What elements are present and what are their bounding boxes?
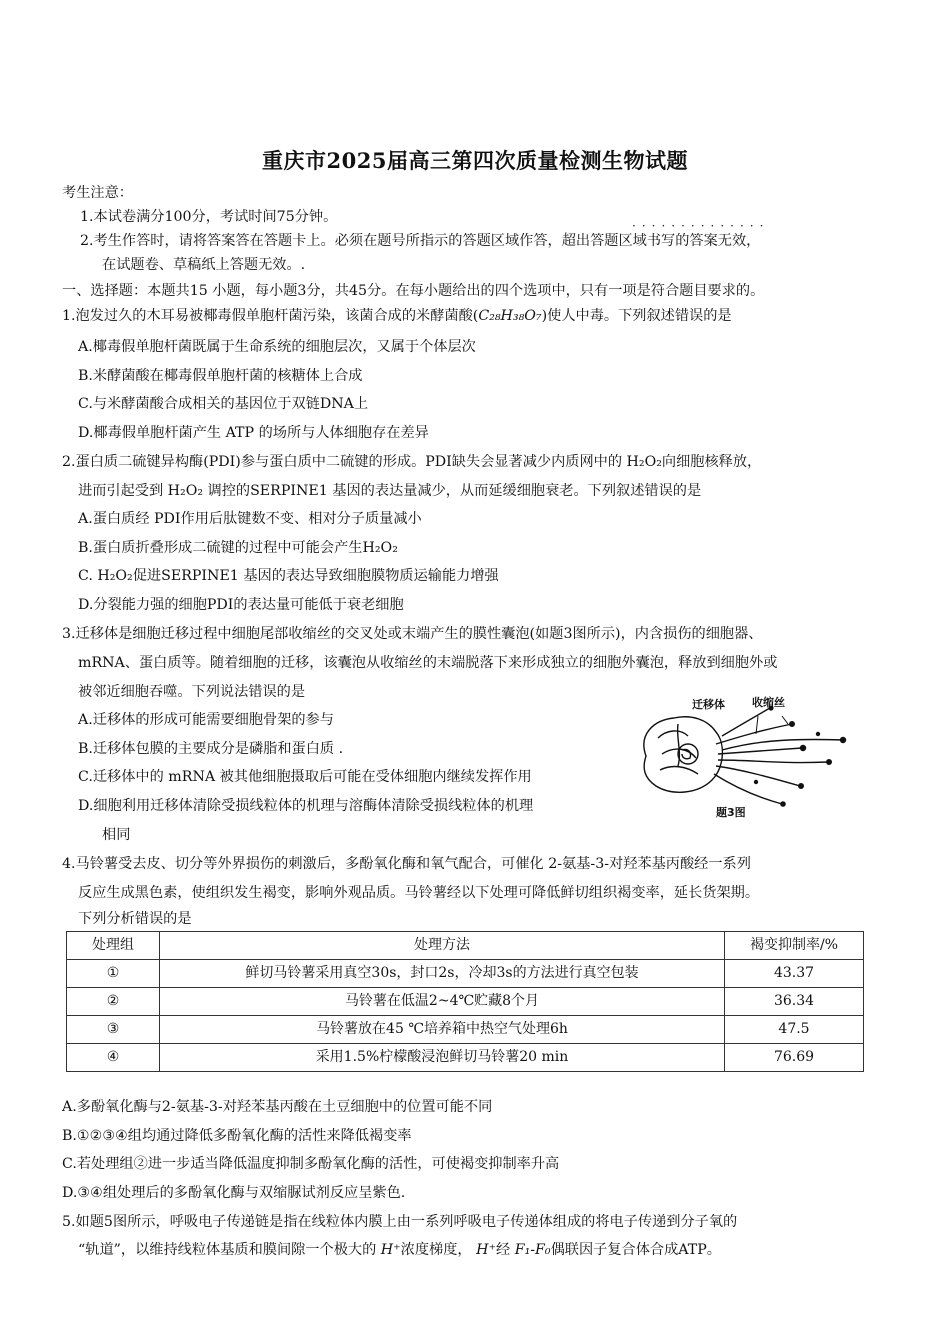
- section-heading: 一、选择题：本题共15 小题，每小题3分，共45分。在每小题给出的四个选项中，只有一项是符合题目要求的。: [62, 283, 765, 299]
- notice-item: 1.本试卷满分100分，考试时间75分钟。: [80, 209, 338, 225]
- question-3-stem: 被邻近细胞吞噬。下列说法错误的是: [78, 684, 306, 700]
- option: D.分裂能力强的细胞PDI的表达量可能低于衰老细胞: [78, 597, 404, 613]
- table-row: [67, 1044, 864, 1072]
- question-4-stem: 下列分析错误的是: [78, 911, 192, 927]
- question-4-stem: 4.马铃薯受去皮、切分等外界损伤的刺激后，多酚氧化酶和氧气配合，可催化 2-氨基-3-对羟苯基丙酸经一系列: [62, 856, 751, 872]
- option: A.迁移体的形成可能需要细胞骨架的参与: [78, 712, 334, 728]
- option: A.蛋白质经 PDI作用后肽键数不变、相对分子质量减小: [78, 511, 422, 527]
- option: C. H₂O₂促进SERPINE1 基因的表达导致细胞膜物质运输能力增强: [78, 568, 499, 584]
- table-cell: ②: [67, 988, 160, 1016]
- option: C.若处理组②进一步适当降低温度抑制多酚氧化酶的活性，可使褐变抑制率升高: [62, 1156, 560, 1172]
- question-2-stem: 2.蛋白质二硫键异构酶(PDI)参与蛋白质中二硫键的形成。PDI缺失会显著减少内质网中的 H₂O₂向细胞核释放，: [62, 454, 762, 470]
- table-cell: ①: [67, 960, 160, 988]
- table-header: 处理组: [67, 932, 160, 960]
- question-1-stem: 1.泡发过久的木耳易被椰毒假单胞杆菌污染，该菌合成的米酵菌酸(C₂₈H₃₈O₇)使人中毒。下列叙述错误的是: [62, 308, 732, 324]
- migrasome-figure: [632, 694, 864, 824]
- table-row: [67, 988, 864, 1016]
- figure-caption: 题3图: [716, 806, 746, 819]
- table-row: [67, 1016, 864, 1044]
- table-cell: 鲜切马铃薯采用真空30s，封口2s，冷却3s的方法进行真空包装: [160, 960, 725, 988]
- table-cell: ④: [67, 1044, 160, 1072]
- option: A.椰毒假单胞杆菌既属于生命系统的细胞层次，又属于个体层次: [78, 339, 476, 355]
- atp-synthase-symbol: F₁-F₀: [514, 1242, 551, 1258]
- question-3-stem: mRNA、蛋白质等。随着细胞的迁移，该囊泡从收缩丝的末端脱落下来形成独立的细胞外囊泡，释放到细胞外或: [78, 655, 778, 671]
- figure-label-retraction-fiber: 收缩丝: [752, 696, 785, 709]
- option: B.米酵菌酸在椰毒假单胞杆菌的核糖体上合成: [78, 368, 363, 384]
- question-4-stem: 反应生成黑色素，使组织发生褐变，影响外观品质。马铃薯经以下处理可降低鲜切组织褐变率，延长货架期。: [78, 885, 760, 901]
- treatment-table: [66, 931, 864, 1072]
- table-row: [67, 960, 864, 988]
- option: C.迁移体中的 mRNA 被其他细胞摄取后可能在受体细胞内继续发挥作用: [78, 769, 532, 785]
- table-cell: 43.37: [725, 960, 864, 988]
- table-cell: 47.5: [725, 1016, 864, 1044]
- question-3-stem: 3.迁移体是细胞迁移过程中细胞尾部收缩丝的交叉处或末端产生的膜性囊泡(如题3图所示)，内含损伤的细胞器、: [62, 626, 763, 642]
- question-5-stem: 5.如题5图所示，呼吸电子传递链是指在线粒体内膜上由一系列呼吸电子传递体组成的将电子传递到分子氧的: [62, 1214, 738, 1230]
- option: C.与米酵菌酸合成相关的基因位于双链DNA上: [78, 396, 369, 412]
- table-cell: 采用1.5%柠檬酸浸泡鲜切马铃薯20 min: [160, 1044, 725, 1072]
- notice-item: 2.考生作答时，请将答案答在答题卡上。必须在题号所指示的答题区域作答，超出答题区域书写的答案无效，: [80, 233, 761, 249]
- table-header: 褐变抑制率/%: [725, 932, 864, 960]
- formula: C₂₈H₃₈O₇: [478, 308, 542, 324]
- table-cell: 马铃薯在低温2~4℃贮藏8个月: [160, 988, 725, 1016]
- option: D.细胞利用迁移体清除受损线粒体的机理与溶酶体清除受损线粒体的机理: [78, 798, 534, 814]
- option: B.①②③④组均通过降低多酚氧化酶的活性来降低褐变率: [62, 1128, 412, 1144]
- option: B.迁移体包膜的主要成分是磷脂和蛋白质 .: [78, 741, 344, 757]
- table-cell: 马铃薯放在45 ℃培养箱中热空气处理6h: [160, 1016, 725, 1044]
- option: B.蛋白质折叠形成二硫键的过程中可能会产生H₂O₂: [78, 540, 398, 556]
- notice-item: 在试题卷、草稿纸上答题无效。.: [102, 257, 306, 273]
- figure-label-migrasome: 迁移体: [692, 698, 725, 711]
- notice-heading: 考生注意：: [62, 185, 133, 201]
- page-title: 重庆市2025届高三第四次质量检测生物试题: [262, 148, 688, 173]
- option: A.多酚氧化酶与2-氨基-3-对羟苯基丙酸在土豆细胞中的位置可能不同: [62, 1099, 493, 1115]
- proton-symbol: H⁺: [380, 1242, 401, 1258]
- question-5-stem: “轨道”，以维持线粒体基质和膜间隙一个极大的 H⁺浓度梯度， H⁺经 F₁-F₀偶联因子复合体合成ATP。: [78, 1242, 721, 1258]
- table-cell: 76.69: [725, 1044, 864, 1072]
- table-cell: 36.34: [725, 988, 864, 1016]
- table-cell: ③: [67, 1016, 160, 1044]
- option-continued: 相同: [102, 827, 131, 843]
- proton-symbol: H⁺: [476, 1242, 496, 1258]
- migrasome-illustration: [632, 694, 864, 824]
- question-2-stem: 进而引起受到 H₂O₂ 调控的SERPINE1 基因的表达量减少，从而延缓细胞衰老。下列叙述错误的是: [78, 483, 702, 499]
- emphasis-dots: ··············: [632, 219, 770, 233]
- option: D.③④组处理后的多酚氧化酶与双缩脲试剂反应呈紫色.: [62, 1185, 406, 1201]
- table-header-row: [67, 932, 864, 960]
- option: D.椰毒假单胞杆菌产生 ATP 的场所与人体细胞存在差异: [78, 425, 429, 441]
- table-header: 处理方法: [160, 932, 725, 960]
